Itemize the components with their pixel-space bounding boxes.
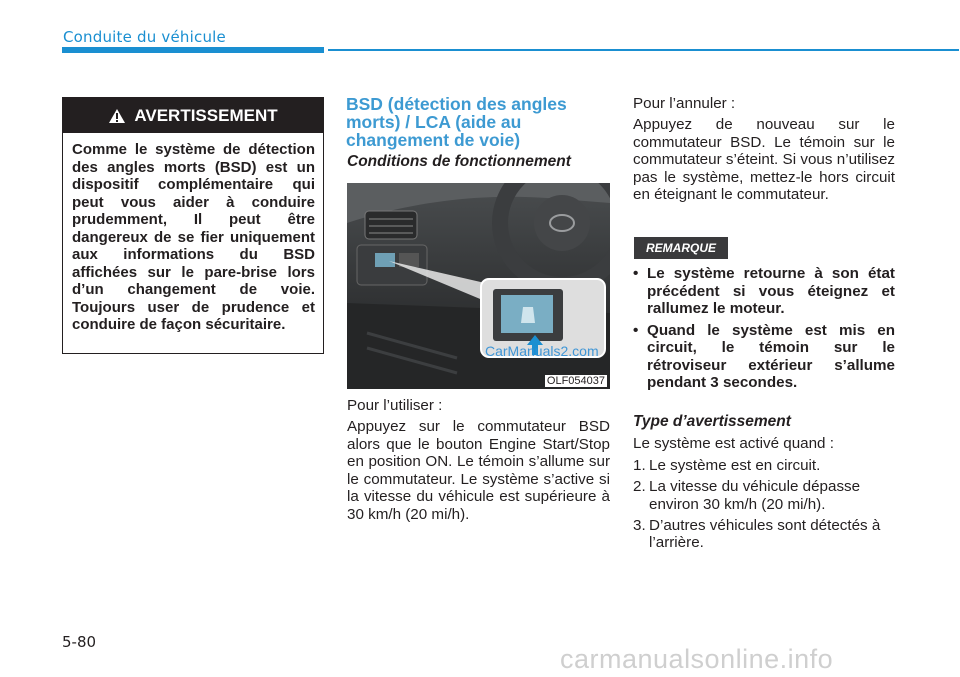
remark-badge: REMARQUE [634,237,728,259]
site-watermark: carmanualsonline.info [560,644,834,674]
warning-type-title: Type d’avertissement [633,413,791,430]
cancel-text: Appuyez de nouveau sur le commutateur BSD. Le témoin sur le commutateur s’éteint. Si vous n’utilisez pas le système, mettez-le hors circuit en éteignant le commutateur. [633,116,895,204]
header-rule-thin [328,49,959,51]
warning-box [62,97,324,354]
item-number: 1. [633,457,646,474]
list-item: • Le système retourne à son état précédent si vous éteignez et rallumez le moteur. [633,265,895,318]
list-item [633,517,895,552]
list-item [633,457,895,475]
warning-header [63,98,323,133]
item-text: La vitesse du véhicule dépasse environ 30 km/h (20 mi/h). [649,478,861,513]
cancel-heading: Pour l’annuler : [633,95,736,112]
condition-list [633,457,895,555]
warning-triangle-icon [108,108,126,124]
remark-list [633,265,895,396]
use-text: Appuyez sur le commutateur BSD alors que le bouton Engine Start/Stop en position ON. Le témoin s’allume sur le commutateur. Le système s’active si la vitesse du véhicule est supérieure à 30 km/h (20 mi/h). [347,418,610,523]
item-number: 3. [633,516,646,534]
list-item [633,478,895,513]
warning-title: AVERTISSEMENT [134,105,278,125]
header-rule-thick [62,47,324,53]
chapter-title: Conduite du véhicule [63,28,226,46]
dashboard-figure [347,183,610,389]
page-number: 5-80 [62,633,97,651]
figure-watermark: CarManuals2.com [485,343,599,359]
warning-type-intro: Le système est activé quand : [633,435,834,452]
list-item: • Quand le système est mis en circuit, le témoin sur le rétroviseur extérieur s’allume pendant 3 secondes. [633,322,895,392]
item-text: Le système est en circuit. [649,457,821,474]
use-heading: Pour l’utiliser : [347,397,443,414]
section-title: BSD (détection des angles morts) / LCA (aide au changement de voie) [346,94,567,150]
item-number: 2. [633,478,646,496]
section-subtitle: Conditions de fonctionnement [347,153,571,170]
warning-text: Comme le système de détection des angles morts (BSD) est un dispositif complémentaire qui peut vous aider à conduire prudemment, Il peut être dangereux de se fier uniquement aux informations du BSD affichées sur le pare-brise lors d’un changement de voie. Toujours user de prudence et conduire de façon sécuritaire. [72,141,315,333]
figure-label: OLF054037 [546,375,605,387]
item-text: D’autres véhicules sont détectés à l’arrière. [649,516,881,552]
